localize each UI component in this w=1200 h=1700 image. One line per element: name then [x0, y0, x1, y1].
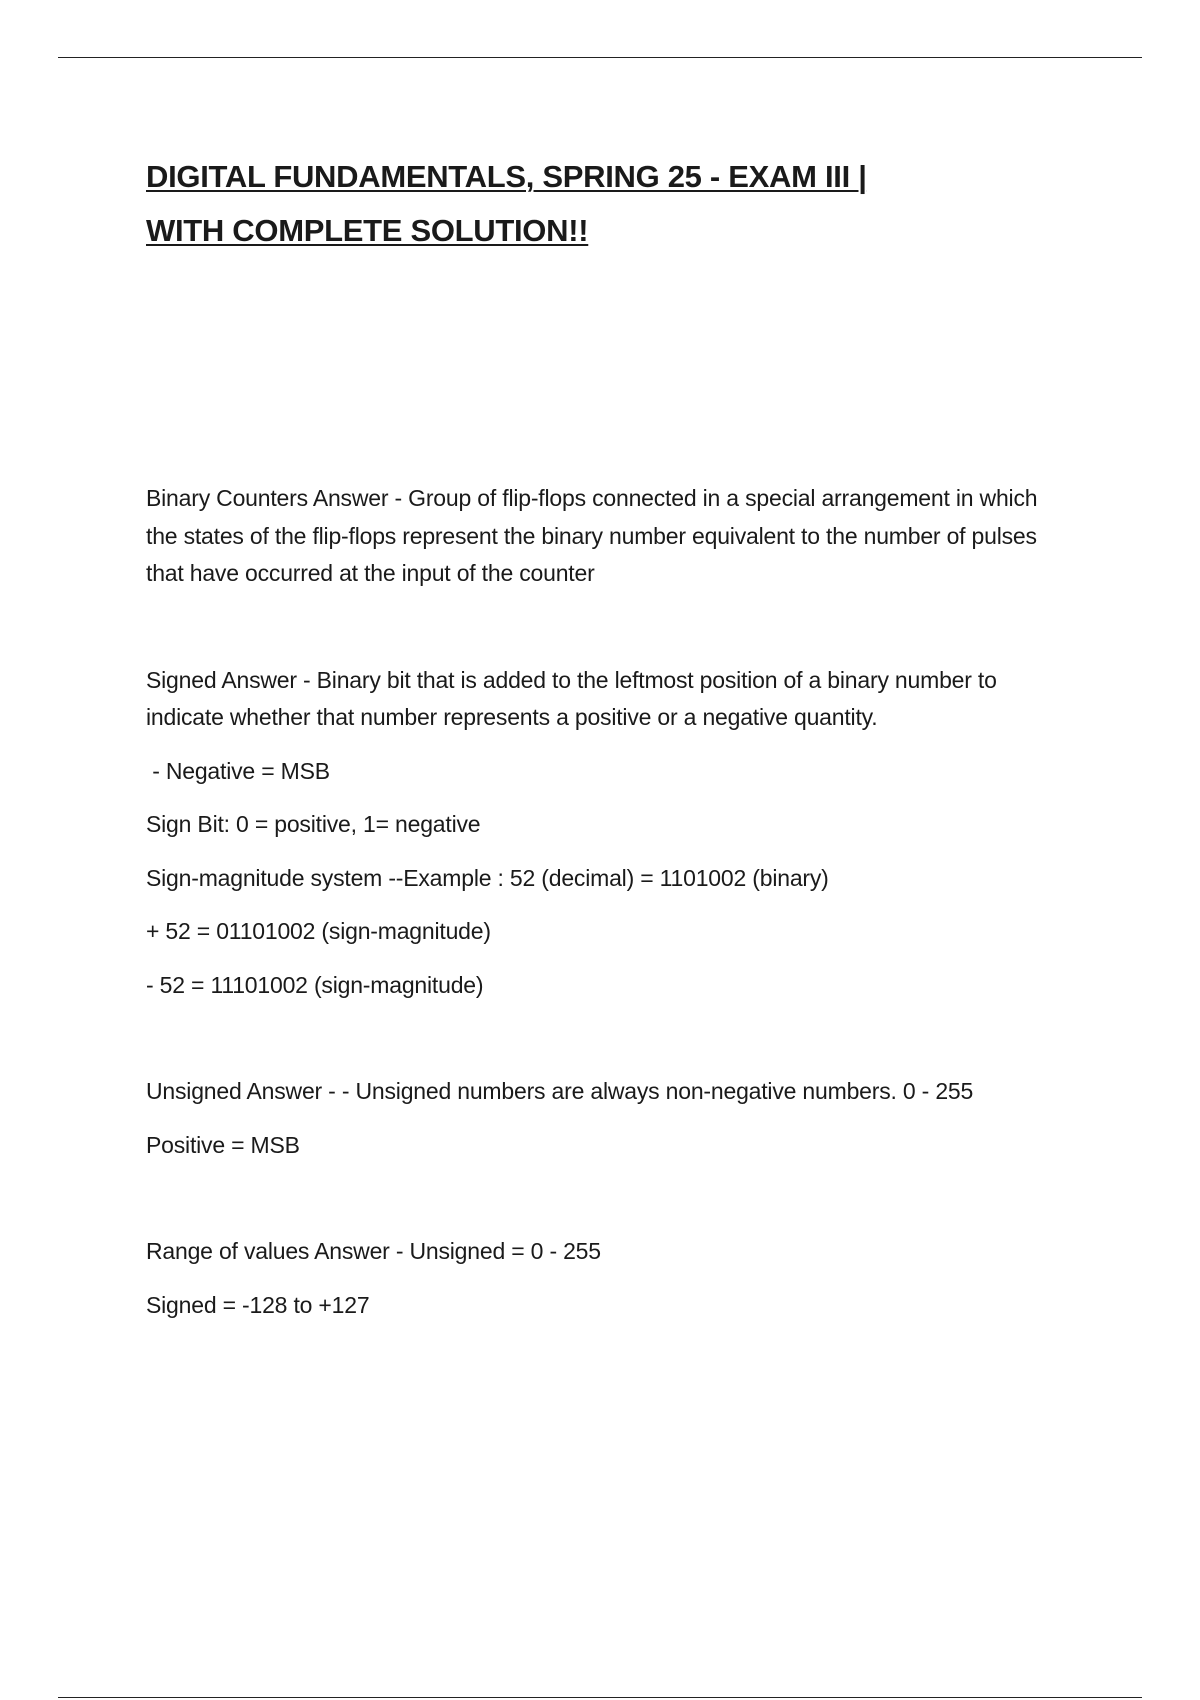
entry-unsigned [146, 1073, 1046, 1164]
entry-signed [146, 662, 1046, 1005]
entry-binary-counters [146, 480, 1046, 593]
entry-line: + 52 = 01101002 (sign-magnitude) [146, 918, 491, 944]
page-title [146, 150, 1046, 258]
entry-line: - Negative = MSB [146, 757, 330, 784]
entry-text: Unsigned Answer - - Unsigned numbers are always non-negative numbers. 0 - 255 [146, 1078, 974, 1104]
entry-text: Signed Answer - Binary bit that is added to the leftmost position of a binary number to indicate whether that number represents a positive or a negative quantity. [146, 666, 997, 730]
entry-line: Sign-magnitude system --Example : 52 (decimal) = 1101002 (binary) [146, 864, 829, 891]
document-body [146, 480, 1046, 1324]
entry-line: Positive = MSB [146, 1131, 300, 1158]
page-title-line-2: WITH COMPLETE SOLUTION!! [146, 213, 589, 248]
entry-line: Sign Bit: 0 = positive, 1= negative [146, 811, 481, 837]
title-block [146, 150, 1046, 258]
page-title-line-1: DIGITAL FUNDAMENTALS, SPRING 25 - EXAM III | [146, 159, 867, 194]
entry-text: Range of values Answer - Unsigned = 0 - 255 [146, 1238, 601, 1264]
entry-range-of-values [146, 1233, 1046, 1324]
entry-line: Signed = -128 to +127 [146, 1291, 370, 1318]
entry-line: - 52 = 11101002 (sign-magnitude) [146, 971, 484, 998]
bottom-rule [58, 1697, 1142, 1698]
top-rule [58, 57, 1142, 58]
entry-text: Binary Counters Answer - Group of flip-flops connected in a special arrangement in which the states of the flip-flops represent the binary number equivalent to the number of pulses that have occurred at the input of the counter [146, 485, 1038, 586]
